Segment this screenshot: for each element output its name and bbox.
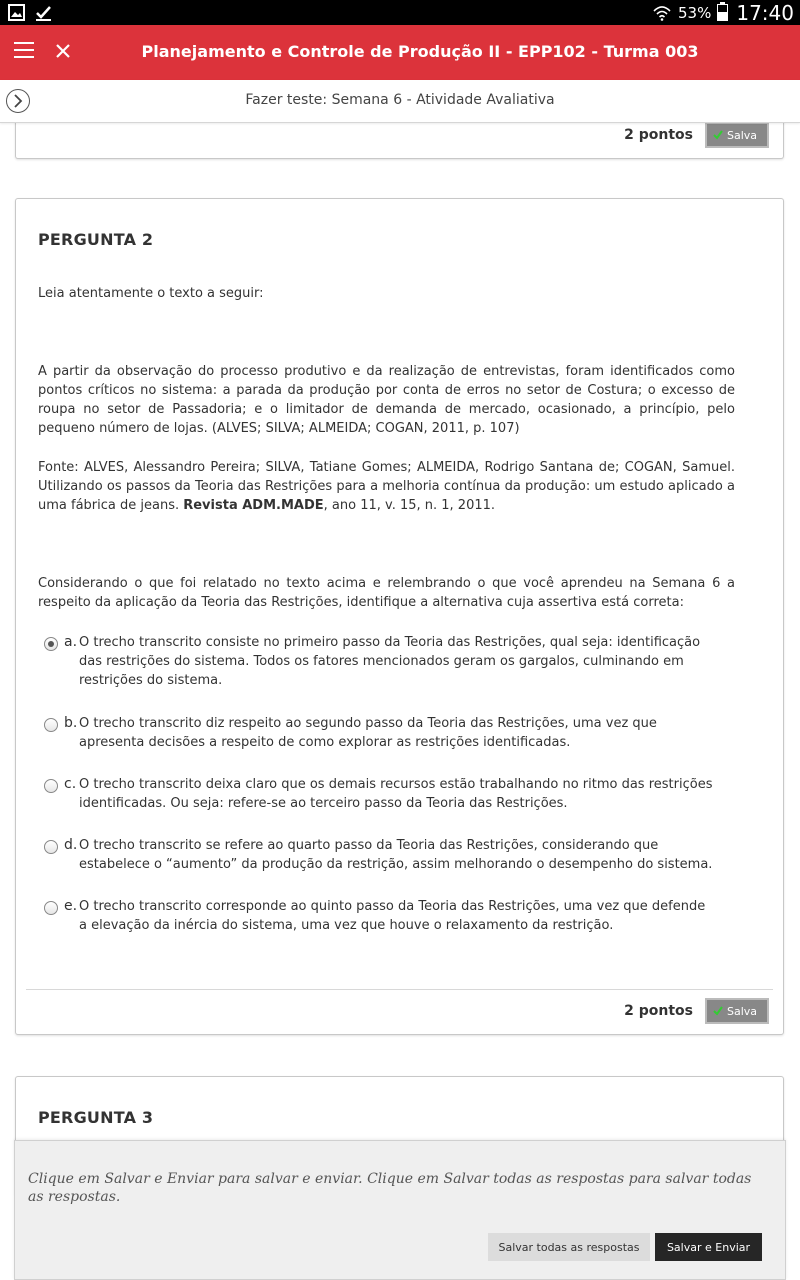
battery-icon	[717, 4, 728, 21]
answer-option-b[interactable]: b. O trecho transcrito diz respeito ao segundo passo da Teoria das Restrições, uma vez que apresenta decisões a respeito de como explorar as restrições identificadas.	[44, 714, 713, 752]
check-icon	[713, 1006, 723, 1016]
saved-badge: Salva	[705, 122, 769, 148]
radio-button[interactable]	[44, 901, 58, 915]
gallery-icon	[8, 4, 25, 21]
save-and-submit-button[interactable]: Salvar e Enviar	[655, 1233, 762, 1261]
checkmark-icon	[35, 4, 52, 21]
check-icon	[713, 130, 723, 140]
answer-option-a[interactable]: a. O trecho transcrito consiste no primeiro passo da Teoria das Restrições, qual seja: identificação das restrições do sistema. Todos os fatores mencionados geram os gargalos, culminando em restrições do sistema.	[44, 633, 713, 690]
test-header	[0, 80, 800, 123]
course-title: Planejamento e Controle de Produção II - EPP102 - Turma 003	[141, 42, 699, 61]
radio-button[interactable]	[44, 718, 58, 732]
question-2-card	[15, 198, 784, 1035]
answer-option-d[interactable]: d. O trecho transcrito se refere ao quarto passo da Teoria das Restrições, considerando que estabelece o “aumento” da produção da restrição, assim melhorando o desempenho do sistema.	[44, 836, 713, 874]
clock: 17:40	[736, 0, 794, 25]
status-bar	[0, 0, 800, 25]
answer-option-c[interactable]: c. O trecho transcrito deixa claro que os demais recursos estão trabalhando no ritmo das restrições identificadas. Ou seja: refere-se ao terceiro passo da Teoria das Restrições.	[44, 775, 713, 813]
question-2-title: PERGUNTA 2	[38, 230, 154, 249]
saved-badge: Salva	[705, 998, 769, 1024]
question-prompt: Considerando o que foi relatado no texto acima e relembrando o que você aprendeu na Semana 6 a respeito da aplicação da Teoria das Restrições, identifique a alternativa cuja assertiva está correta:	[38, 576, 735, 610]
battery-percent: 53%	[678, 3, 712, 22]
question-1-points: 2 pontos	[624, 127, 693, 143]
question-3-title: PERGUNTA 3	[38, 1108, 154, 1127]
submit-instructions: Clique em Salvar e Enviar para salvar e enviar. Clique em Salvar todas as respostas para salvar todas as respostas.	[28, 1171, 752, 1205]
question-excerpt: A partir da observação do processo produtivo e da realização de entrevistas, foram identificados como pontos críticos no sistema: a parada da produção por conta de erros no setor de Costura; o excesso de roupa no setor de Passadoria; e o limitador de demanda de mercado, ocasionado, a princípio, pelo pequeno número de lojas. (ALVES; SILVA; ALMEIDA; COGAN, 2011, p. 107)	[38, 364, 735, 436]
question-intro: Leia atentamente o texto a seguir:	[38, 286, 264, 301]
question-source: Fonte: ALVES, Alessandro Pereira; SILVA, Tatiane Gomes; ALMEIDA, Rodrigo Santana de; COGAN, Samuel. Utilizando os passos da Teoria das Restrições para a melhoria contínua da produção: um estudo aplicado a uma fábrica de jeans. Revista ADM.MADE, ano 11, v. 15, n. 1, 2011.	[38, 460, 735, 513]
submit-panel	[14, 1140, 786, 1280]
wifi-icon	[652, 4, 672, 21]
divider	[26, 989, 773, 990]
notification-icons	[8, 4, 52, 21]
menu-icon[interactable]	[14, 42, 34, 60]
app-header	[0, 25, 800, 80]
test-title: Fazer teste: Semana 6 - Atividade Avaliativa	[245, 92, 555, 108]
answer-option-e[interactable]: e. O trecho transcrito corresponde ao quinto passo da Teoria das Restrições, uma vez que defende a elevação da inércia do sistema, uma vez que houve o relaxamento da restrição.	[44, 897, 713, 935]
save-all-answers-button[interactable]: Salvar todas as respostas	[488, 1233, 650, 1261]
question-2-points: 2 pontos	[624, 1003, 693, 1019]
close-icon[interactable]	[52, 40, 74, 62]
radio-button[interactable]	[44, 779, 58, 793]
radio-button[interactable]	[44, 637, 58, 651]
journal-name: Revista ADM.MADE	[183, 498, 324, 513]
radio-button[interactable]	[44, 840, 58, 854]
